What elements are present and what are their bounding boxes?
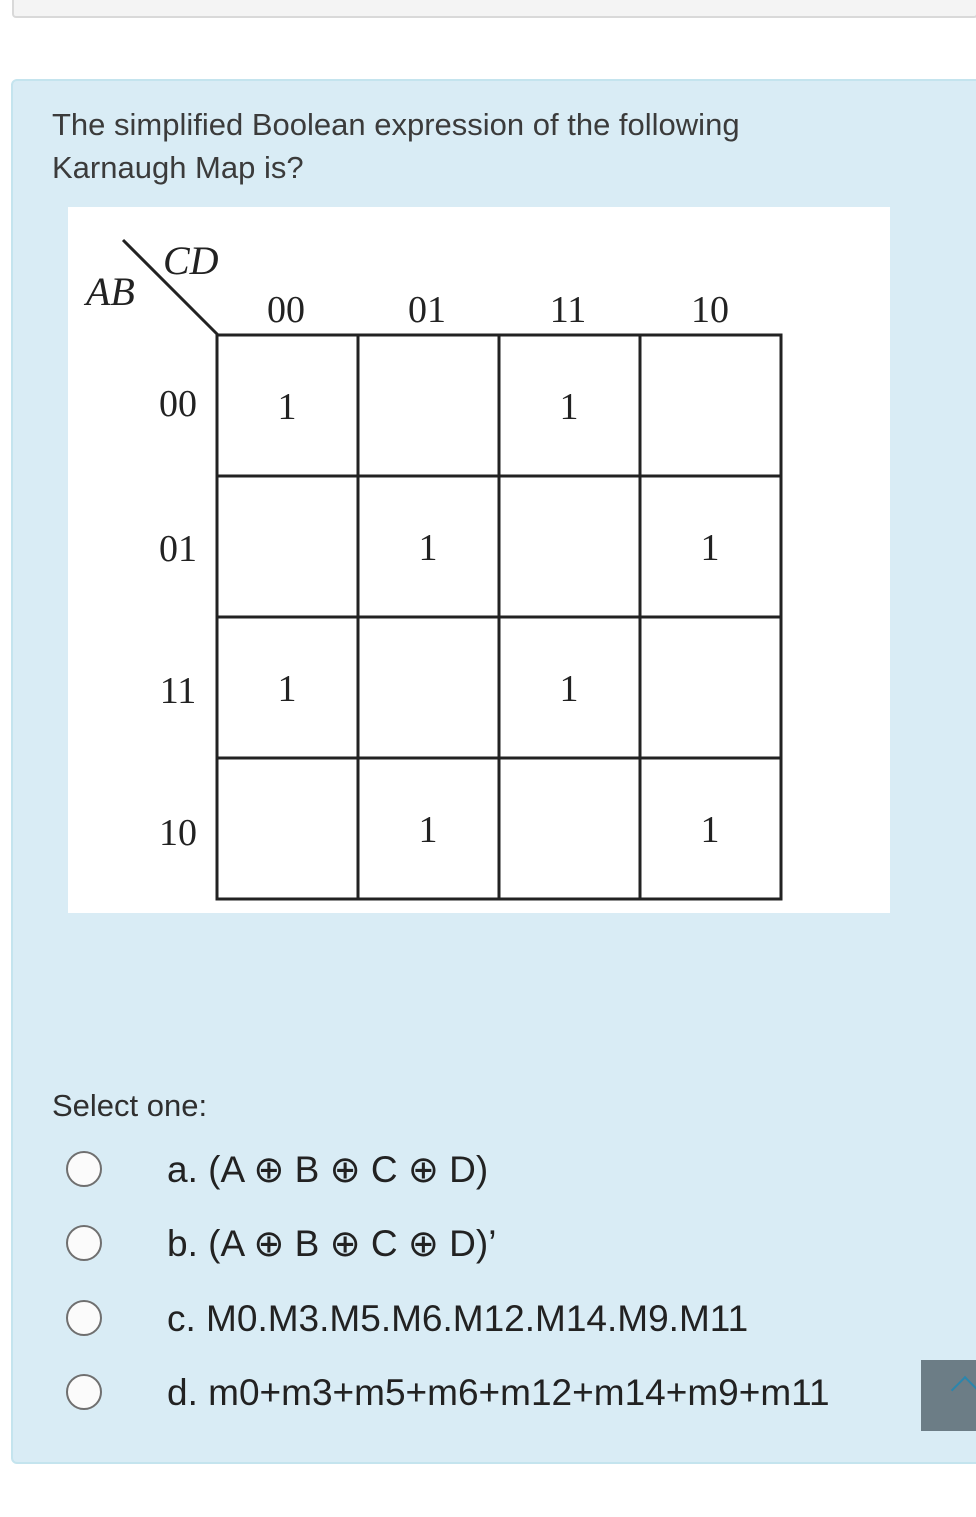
answer-option-c[interactable] [64,1297,914,1341]
answer-option-b[interactable] [64,1222,914,1266]
karnaugh-map-image [68,207,890,913]
question-text: The simplified Boolean expression of the following Karnaugh Map is? [52,107,740,185]
radio-button[interactable] [66,1300,102,1336]
select-one-label: Select one: [52,1088,208,1123]
kmap-cell: 1 [418,527,438,569]
kmap-cell: 1 [700,809,720,851]
row-label: 11 [159,670,197,712]
answer-option-a[interactable] [64,1148,914,1192]
column-variables-label: CD [163,238,219,283]
answer-option-label[interactable]: d. m0+m3+m5+m6+m12+m14+m9+m11 [167,1372,830,1413]
radio-button[interactable] [66,1225,102,1261]
column-label: 00 [267,289,305,331]
kmap-cell: 1 [277,386,297,428]
kmap-cell: 1 [277,668,297,710]
chevron-up-icon [951,1376,976,1404]
answer-option-label[interactable]: a. (A ⊕ B ⊕ C ⊕ D) [167,1149,489,1190]
answer-option-label[interactable]: b. (A ⊕ B ⊕ C ⊕ D)’ [167,1223,497,1264]
kmap-cell: 1 [559,386,579,428]
row-label: 10 [159,812,197,854]
scroll-to-top-button[interactable] [921,1360,976,1431]
row-label: 01 [159,528,197,570]
row-variables-label: AB [86,269,135,314]
karnaugh-map-svg [68,207,890,913]
kmap-grid [217,335,781,899]
column-label: 10 [691,289,729,331]
previous-panel-edge [12,0,976,18]
radio-button[interactable] [66,1151,102,1187]
radio-button[interactable] [66,1374,102,1410]
column-label: 11 [549,289,587,331]
column-label: 01 [408,289,446,331]
row-label: 00 [159,383,197,425]
kmap-cell: 1 [559,668,579,710]
kmap-cell: 1 [700,527,720,569]
kmap-cell: 1 [418,809,438,851]
answer-option-d[interactable] [64,1371,914,1415]
answer-option-label[interactable]: c. M0.M3.M5.M6.M12.M14.M9.M11 [167,1298,749,1339]
